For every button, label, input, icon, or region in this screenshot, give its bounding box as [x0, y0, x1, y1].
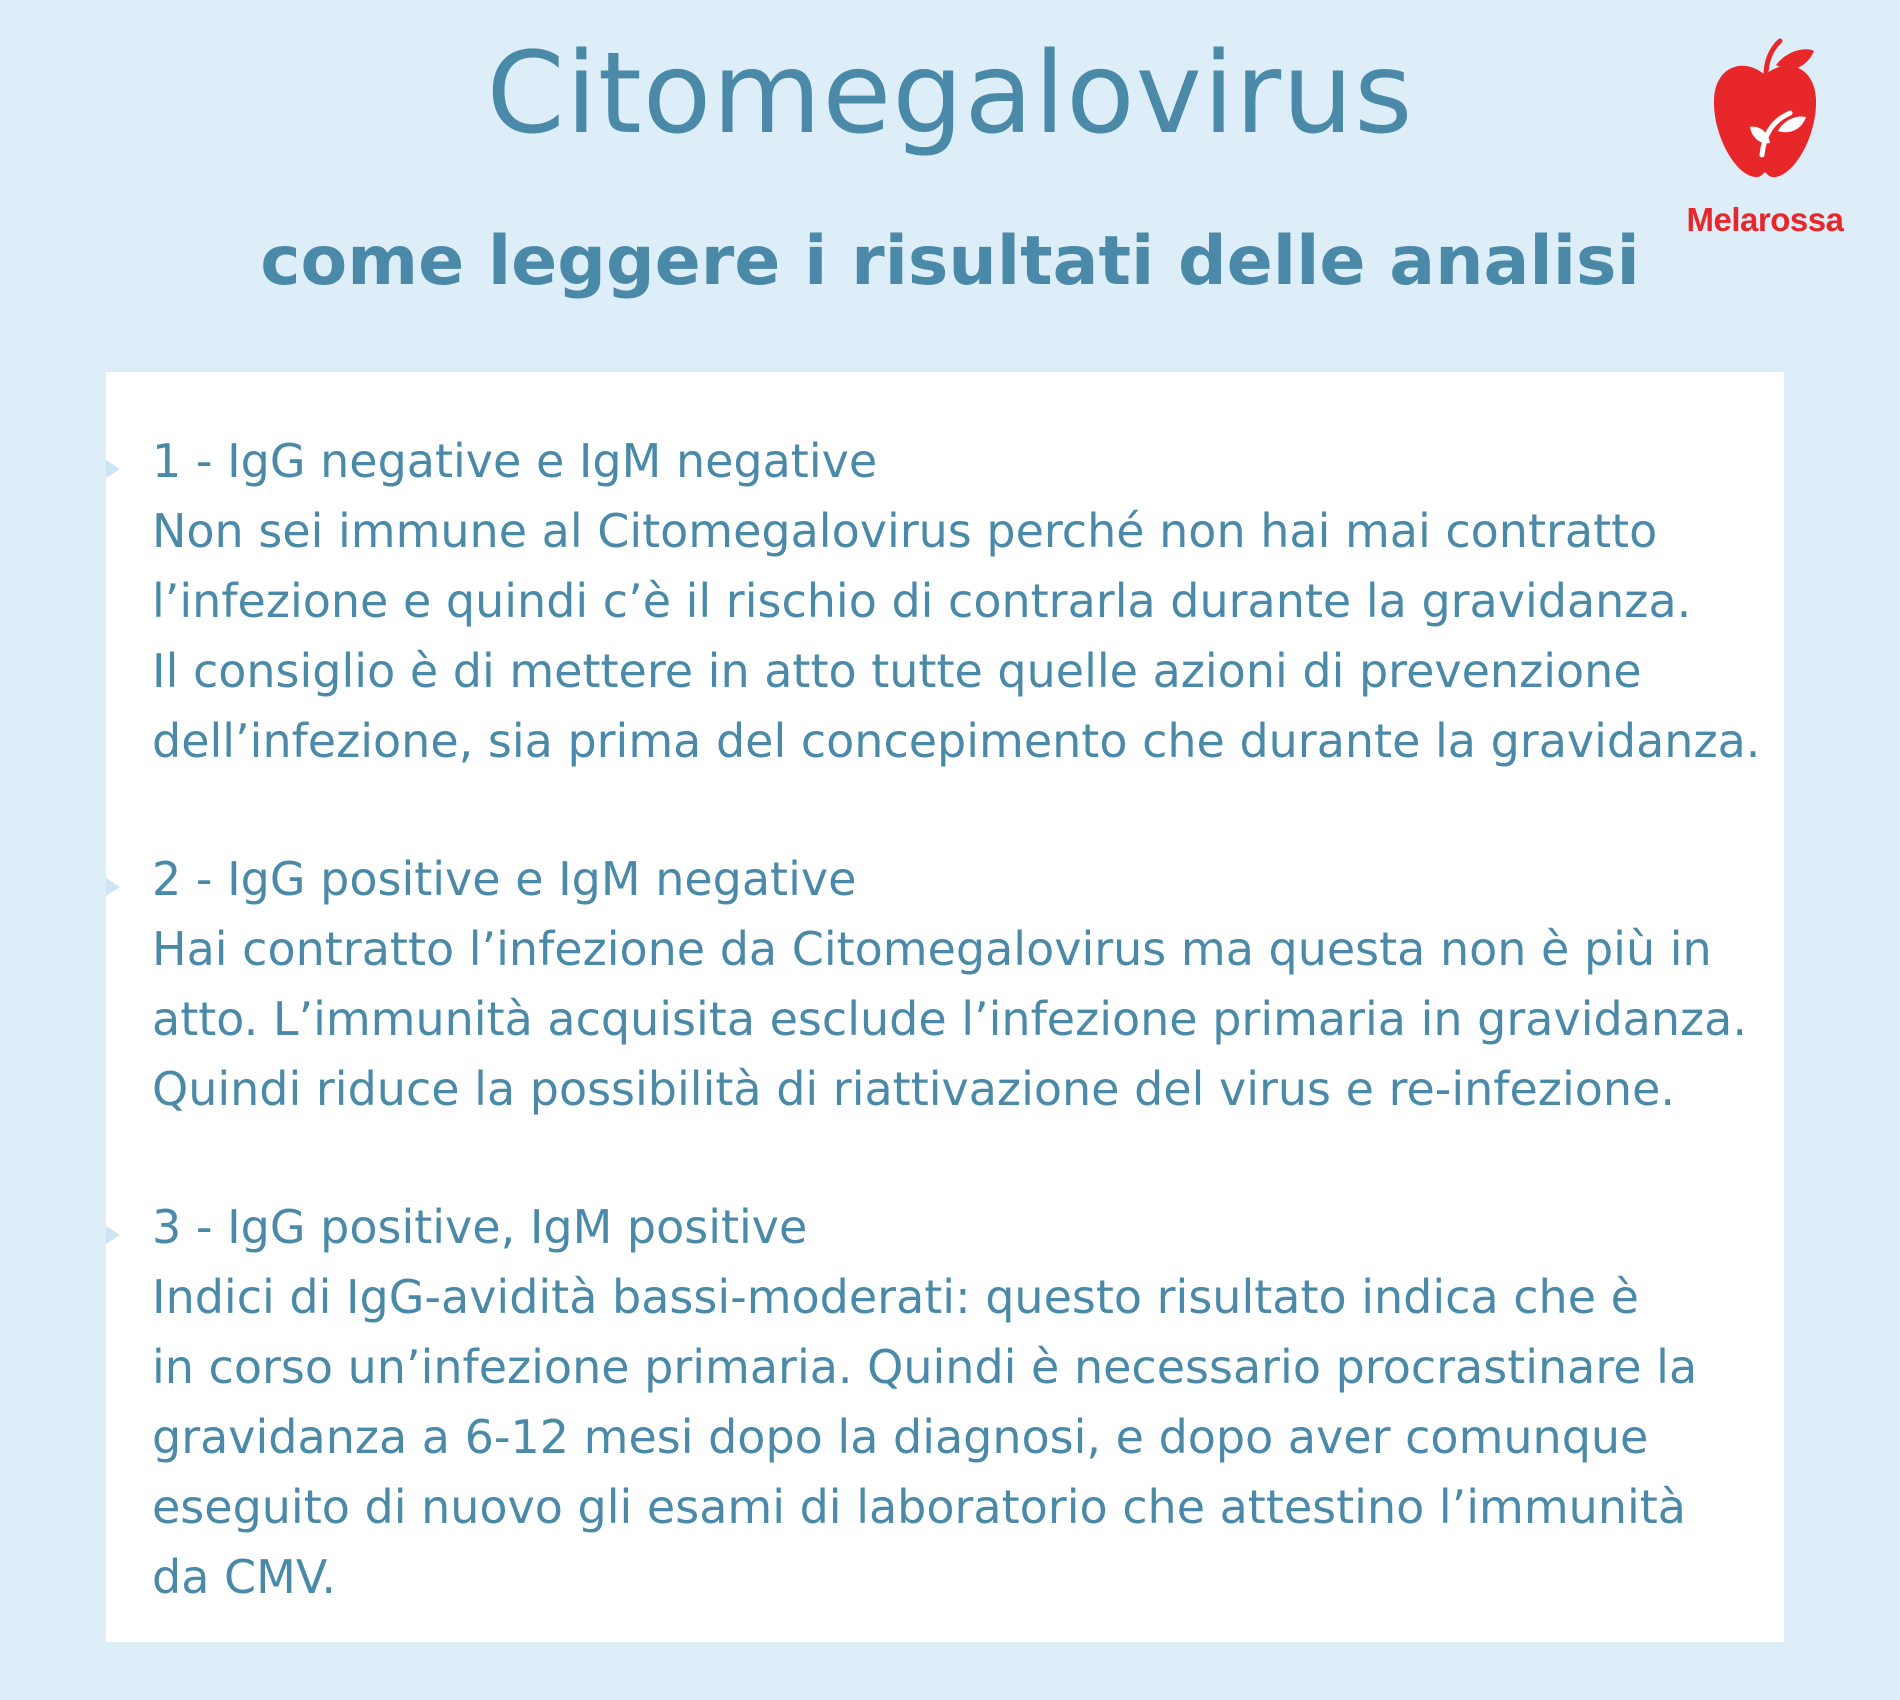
- text-line: gravidanza a 6-12 mesi dopo la diagnosi, e dopo aver comunque: [152, 1410, 1649, 1464]
- bullet-arrow-icon: [106, 1226, 120, 1244]
- section-title: 1 - IgG negative e IgM negative: [152, 434, 878, 488]
- bullet-arrow-icon: [106, 460, 120, 478]
- text-line: Il consiglio è di mettere in atto tutte quelle azioni di prevenzione: [152, 644, 1642, 698]
- page-title: Citomegalovirus: [486, 29, 1414, 159]
- text-line: Non sei immune al Citomegalovirus perché non hai mai contratto: [152, 504, 1658, 558]
- text-line: atto. L’immunità acquisita esclude l’infezione primaria in gravidanza.: [152, 992, 1747, 1046]
- section-text: [152, 1262, 1772, 1612]
- text-line: da CMV.: [152, 1550, 336, 1604]
- text-line: dell’infezione, sia prima del concepimento che durante la gravidanza.: [152, 714, 1761, 768]
- text-line: eseguito di nuovo gli esami di laboratorio che attestino l’immunità: [152, 1480, 1686, 1534]
- page-subtitle: come leggere i risultati delle analisi: [260, 222, 1640, 301]
- apple-icon: [1710, 35, 1820, 185]
- results-card: [106, 372, 1784, 1642]
- brand-logo: [1670, 35, 1860, 238]
- text-line: Quindi riduce la possibilità di riattivazione del virus e re-infezione.: [152, 1062, 1675, 1116]
- text-line: Hai contratto l’infezione da Citomegalovirus ma questa non è più in: [152, 922, 1712, 976]
- section-title: 2 - IgG positive e IgM negative: [152, 852, 857, 906]
- text-line: Indici di IgG-avidità bassi-moderati: questo risultato indica che è: [152, 1270, 1639, 1324]
- section-text: [152, 496, 1772, 776]
- text-line: l’infezione e quindi c’è il rischio di contrarla durante la gravidanza.: [152, 574, 1692, 628]
- text-line: in corso un’infezione primaria. Quindi è necessario procrastinare la: [152, 1340, 1698, 1394]
- bullet-arrow-icon: [106, 878, 120, 896]
- section-text: [152, 914, 1772, 1124]
- brand-name: Melarossa: [1686, 201, 1844, 238]
- section-title: 3 - IgG positive, IgM positive: [152, 1200, 808, 1254]
